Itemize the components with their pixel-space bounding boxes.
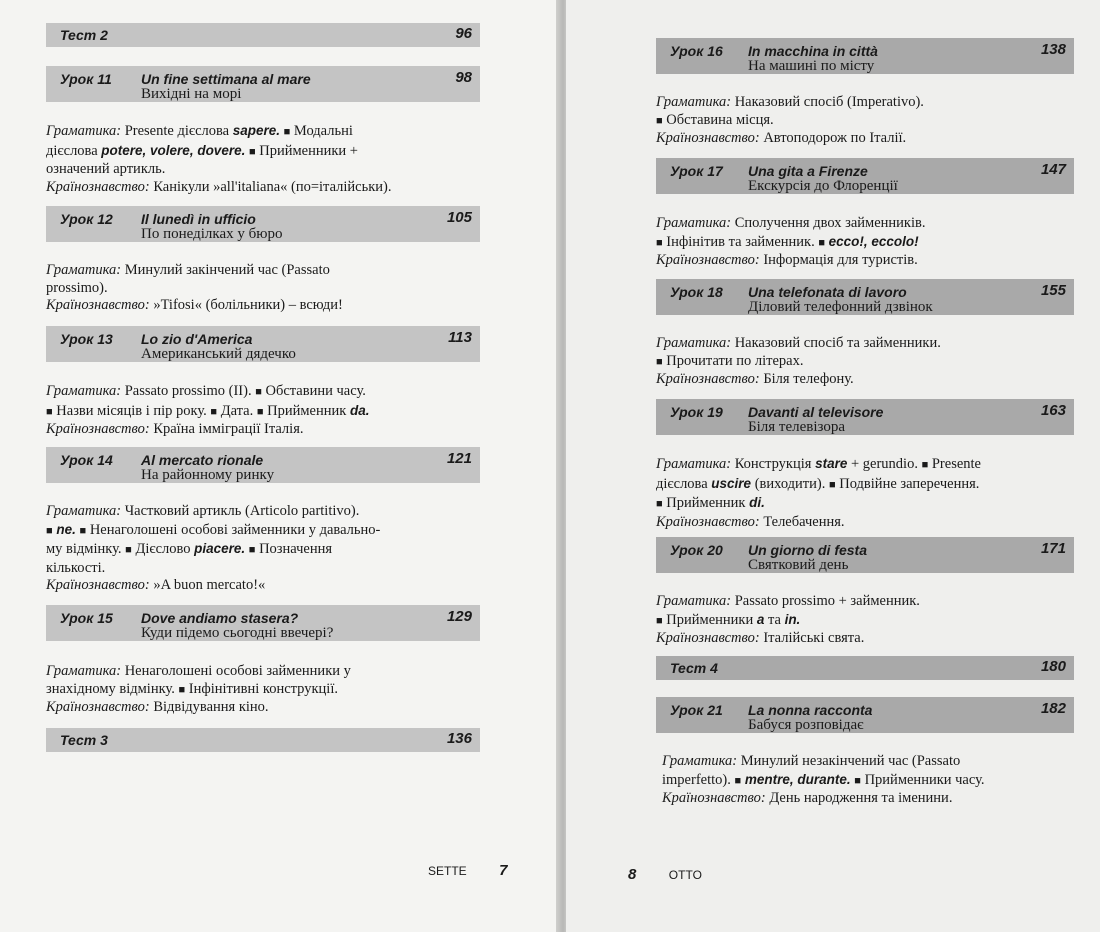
- entry-label: Урок 18: [670, 284, 723, 300]
- page-number-word: SETTE: [428, 864, 467, 878]
- toc-entry-lesson-18: [656, 279, 1074, 315]
- lesson-12-description: Граматика: Минулий закінчений час (Passato prossimo). Країнознавство: »Tifosi« (болільники) – всюди!: [46, 262, 343, 313]
- entry-title-it: Davanti al televisore: [748, 404, 884, 420]
- entry-title-it: In macchina in città: [748, 43, 878, 59]
- entry-page: 121: [446, 450, 472, 467]
- entry-title-it: Dove andiamo stasera?: [141, 610, 299, 626]
- entry-title-ua: Екскурсія до Флоренції: [748, 178, 898, 194]
- entry-page: 155: [1040, 282, 1066, 299]
- lesson-17-description: Граматика: Сполучення двох займенників. ■ Інфінітив та займенник. ■ ecco!, eccolo! Країнознавство: Інформація для туристів.: [656, 215, 926, 268]
- entry-label: Урок 15: [60, 610, 113, 626]
- entry-title-ua: Бабуся розповідає: [748, 717, 864, 733]
- entry-title-ua: По понеділках у бюро: [141, 226, 283, 242]
- bullet-square-icon: ■: [656, 614, 663, 627]
- entry-page: 180: [1040, 658, 1066, 675]
- entry-label: Тест 3: [60, 732, 108, 748]
- entry-title-ua: Діловий телефонний дзвінок: [748, 299, 933, 315]
- entry-title-it: Un giorno di festa: [748, 542, 867, 558]
- entry-label: Урок 12: [60, 211, 113, 227]
- bullet-square-icon: ■: [854, 774, 861, 787]
- bullet-square-icon: ■: [656, 355, 663, 368]
- entry-page: 96: [455, 25, 472, 42]
- entry-title-it: Al mercato rionale: [141, 452, 264, 468]
- entry-title-it: Il lunedì in ufficio: [141, 211, 256, 227]
- bullet-square-icon: ■: [734, 774, 742, 787]
- page-number-word: OTTO: [668, 868, 702, 882]
- entry-label: Урок 19: [670, 404, 723, 420]
- entry-page: 171: [1040, 540, 1066, 557]
- entry-title-ua: Біля телевізора: [748, 419, 846, 435]
- bullet-square-icon: ■: [656, 114, 663, 127]
- toc-entry-test-3: [46, 728, 480, 752]
- entry-label: Урок 13: [60, 331, 113, 347]
- entry-title-ua: Американський дядечко: [141, 346, 296, 362]
- bullet-square-icon: ■: [248, 544, 256, 556]
- lesson-13-description: Граматика: Passato prossimo (II). ■ Обставини часу. ■ Назви місяців і пір року. ■ Дата. ■ Прийменник da. Країнознавство: Країна імміграції Італія.: [46, 383, 370, 437]
- toc-entry-lesson-13: [46, 326, 480, 362]
- entry-page: 129: [446, 608, 472, 625]
- lesson-16-description: Граматика: Наказовий спосіб (Imperativo). ■ Обставина місця. Країнознавство: Автоподорож по Італії.: [656, 94, 924, 146]
- entry-label: Урок 11: [60, 71, 112, 87]
- bullet-square-icon: ■: [178, 683, 186, 696]
- bullet-square-icon: ■: [255, 386, 262, 398]
- entry-title-it: Lo zio d'America: [141, 331, 253, 347]
- entry-page: 113: [448, 329, 472, 346]
- right-page: [566, 0, 1100, 932]
- page-number: 7: [499, 862, 508, 879]
- entry-title-ua: На машині по місту: [748, 58, 875, 74]
- lesson-15-description: Граматика: Ненаголошені особові займенники у знахідному відмінку. ■ Інфінітивні конструкції. Країнознавство: Відвідування кіно.: [46, 663, 351, 715]
- page-number: 8: [628, 866, 637, 883]
- entry-page: 147: [1040, 161, 1066, 178]
- entry-label: Урок 17: [670, 163, 723, 179]
- bullet-square-icon: ■: [125, 544, 132, 556]
- entry-label: Урок 16: [670, 43, 723, 59]
- toc-entry-lesson-15: [46, 605, 480, 641]
- entry-label: Урок 20: [670, 542, 723, 558]
- bullet-square-icon: ■: [210, 405, 218, 418]
- toc-entry-lesson-20: [656, 537, 1074, 573]
- bullet-square-icon: ■: [283, 126, 291, 138]
- entry-title-ua: Куди підемо сьогодні ввечері?: [141, 625, 334, 641]
- entry-title-it: La nonna racconta: [748, 702, 873, 718]
- bullet-square-icon: ■: [256, 405, 264, 418]
- toc-entry-lesson-21: [656, 697, 1074, 733]
- entry-page: 105: [446, 209, 472, 226]
- bullet-square-icon: ■: [656, 498, 663, 510]
- bullet-square-icon: ■: [828, 478, 836, 491]
- lesson-14-description: Граматика: Частковий артикль (Articolo partitivo). ■ ne. ■ Ненаголошені особові займенники у давально- му відмінку. ■ Дієслово piacere. ■ Позначення кількості. Країнознавство: »A buon mercato!«: [46, 503, 381, 593]
- bullet-square-icon: ■: [46, 524, 53, 537]
- lesson-19-description: Граматика: Конструкція stare + gerundio. ■ Presente дієслова uscire (виходити). ■ Подвійне заперечення. ■ Прийменник di. Країнознавство: Телебачення.: [656, 456, 981, 530]
- entry-page: 138: [1040, 41, 1066, 58]
- lesson-20-description: Граматика: Passato prossimo + займенник. ■ Прийменники a та in. Країнознавство: Італійські свята.: [656, 593, 920, 646]
- entry-title-ua: На районному ринку: [141, 467, 275, 483]
- entry-title-it: Una telefonata di lavoro: [748, 284, 907, 300]
- bullet-square-icon: ■: [79, 524, 87, 537]
- lesson-11-description: Граматика: Presente дієслова sapere. ■ Модальні дієслова potere, volere, dovere. ■ Прийменники + означений артикль. Країнознавство: Канікули »all'italiana« (по=італійськи).: [46, 123, 392, 195]
- entry-title-it: Una gita a Firenze: [748, 163, 868, 179]
- entry-page: 163: [1040, 402, 1066, 419]
- bullet-square-icon: ■: [818, 236, 825, 249]
- entry-page: 136: [446, 730, 472, 747]
- entry-label: Тест 2: [60, 27, 108, 43]
- lesson-21-description: Граматика: Минулий незакінчений час (Passato imperfetto). ■ mentre, durante. ■ Прийменники часу. Країнознавство: День народження та іменини.: [662, 753, 985, 806]
- entry-page: 182: [1040, 700, 1066, 717]
- entry-title-it: Un fine settimana al mare: [141, 71, 311, 87]
- entry-title-ua: Святковий день: [748, 557, 849, 573]
- bullet-square-icon: ■: [248, 145, 256, 158]
- toc-entry-lesson-12: [46, 206, 480, 242]
- toc-entry-lesson-19: [656, 399, 1074, 435]
- entry-label: Тест 4: [670, 660, 718, 676]
- toc-entry-lesson-16: [656, 38, 1074, 74]
- entry-label: Урок 14: [60, 452, 113, 468]
- lesson-18-description: Граматика: Наказовий спосіб та займенники. ■ Прочитати по літерах. Країнознавство: Біля телефону.: [656, 335, 941, 387]
- toc-entry-lesson-11: [46, 66, 480, 102]
- bullet-square-icon: ■: [656, 236, 663, 249]
- toc-entry-lesson-14: [46, 447, 480, 483]
- entry-page: 98: [455, 69, 472, 86]
- page-footer-left: [428, 862, 507, 880]
- toc-entry-test-4: [656, 656, 1074, 680]
- entry-label: Урок 21: [670, 702, 723, 718]
- bullet-square-icon: ■: [921, 459, 929, 471]
- entry-title-ua: Вихідні на морі: [141, 86, 242, 102]
- page-footer-right: [628, 866, 702, 884]
- toc-entry-lesson-17: [656, 158, 1074, 194]
- bullet-square-icon: ■: [46, 405, 53, 418]
- toc-entry-test-2: [46, 23, 480, 47]
